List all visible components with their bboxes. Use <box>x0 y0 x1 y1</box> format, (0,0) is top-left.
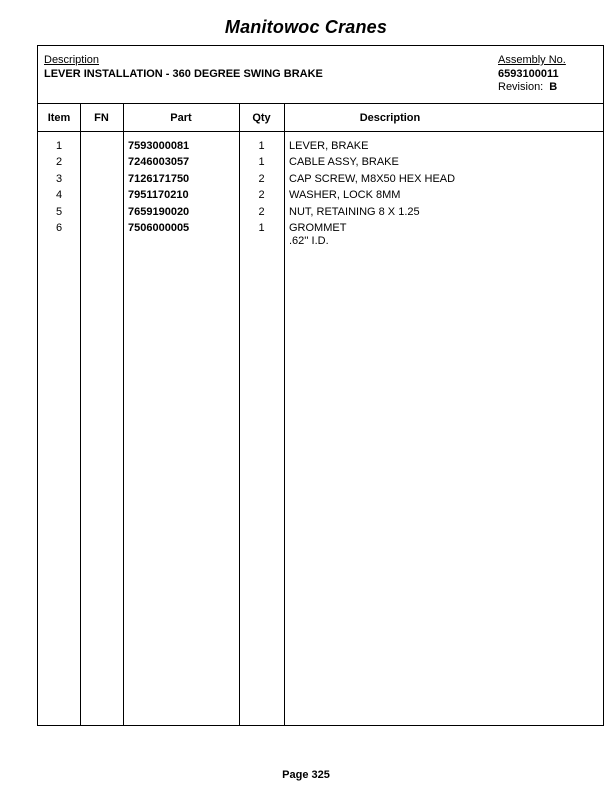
table-row <box>38 189 603 205</box>
item-number: 6 <box>55 221 63 234</box>
part-number: 7246003057 <box>128 156 190 169</box>
quantity: 1 <box>258 156 265 169</box>
part-description-main: GROMMET <box>289 221 347 234</box>
part-number: 7593000081 <box>128 140 190 152</box>
quantity: 1 <box>258 140 265 152</box>
parts-table-body <box>38 140 603 250</box>
part-number: 7126171750 <box>128 172 190 185</box>
assembly-header <box>38 46 603 104</box>
description-value: LEVER INSTALLATION - 360 DEGREE SWING BRAKE <box>44 68 323 80</box>
part-description: CABLE ASSY, BRAKE <box>289 156 399 169</box>
part-number: 7659190020 <box>128 205 190 218</box>
part-number: 7506000005 <box>128 221 190 234</box>
revision-value: B <box>549 81 558 93</box>
revision-label: Revision: <box>498 81 544 93</box>
quantity: 2 <box>258 205 265 218</box>
item-number: 4 <box>55 189 63 202</box>
table-row <box>38 222 603 250</box>
item-number: 1 <box>55 140 63 152</box>
part-description <box>289 222 346 248</box>
part-description-detail: .62'' I.D. <box>289 234 329 247</box>
part-description: WASHER, LOCK 8MM <box>289 189 401 202</box>
column-header-item: Item <box>47 112 71 124</box>
quantity: 1 <box>258 221 265 234</box>
item-number: 5 <box>55 205 63 218</box>
table-row <box>38 156 603 172</box>
item-number: 3 <box>55 172 63 185</box>
column-header-part: Part <box>170 112 192 124</box>
part-number: 7951170210 <box>128 189 189 202</box>
column-header-description: Description <box>359 112 421 124</box>
column-header-qty: Qty <box>252 112 271 124</box>
revision-line <box>498 81 557 93</box>
part-description: CAP SCREW, M8X50 HEX HEAD <box>289 172 456 185</box>
assembly-number-label: Assembly No. <box>498 54 566 66</box>
assembly-number-value: 6593100011 <box>498 68 559 80</box>
table-row <box>38 140 603 156</box>
document-title: Manitowoc Cranes <box>224 17 388 37</box>
part-description: LEVER, BRAKE <box>289 140 369 152</box>
table-row <box>38 206 603 222</box>
description-label: Description <box>44 54 100 66</box>
part-description: NUT, RETAINING 8 X 1.25 <box>289 205 420 218</box>
column-header-fn: FN <box>94 112 109 124</box>
table-row <box>38 173 603 189</box>
quantity: 2 <box>258 189 265 202</box>
parts-list-frame <box>37 45 604 726</box>
quantity: 2 <box>258 172 265 185</box>
item-number: 2 <box>55 156 63 169</box>
page-number: Page 325 <box>282 769 330 781</box>
